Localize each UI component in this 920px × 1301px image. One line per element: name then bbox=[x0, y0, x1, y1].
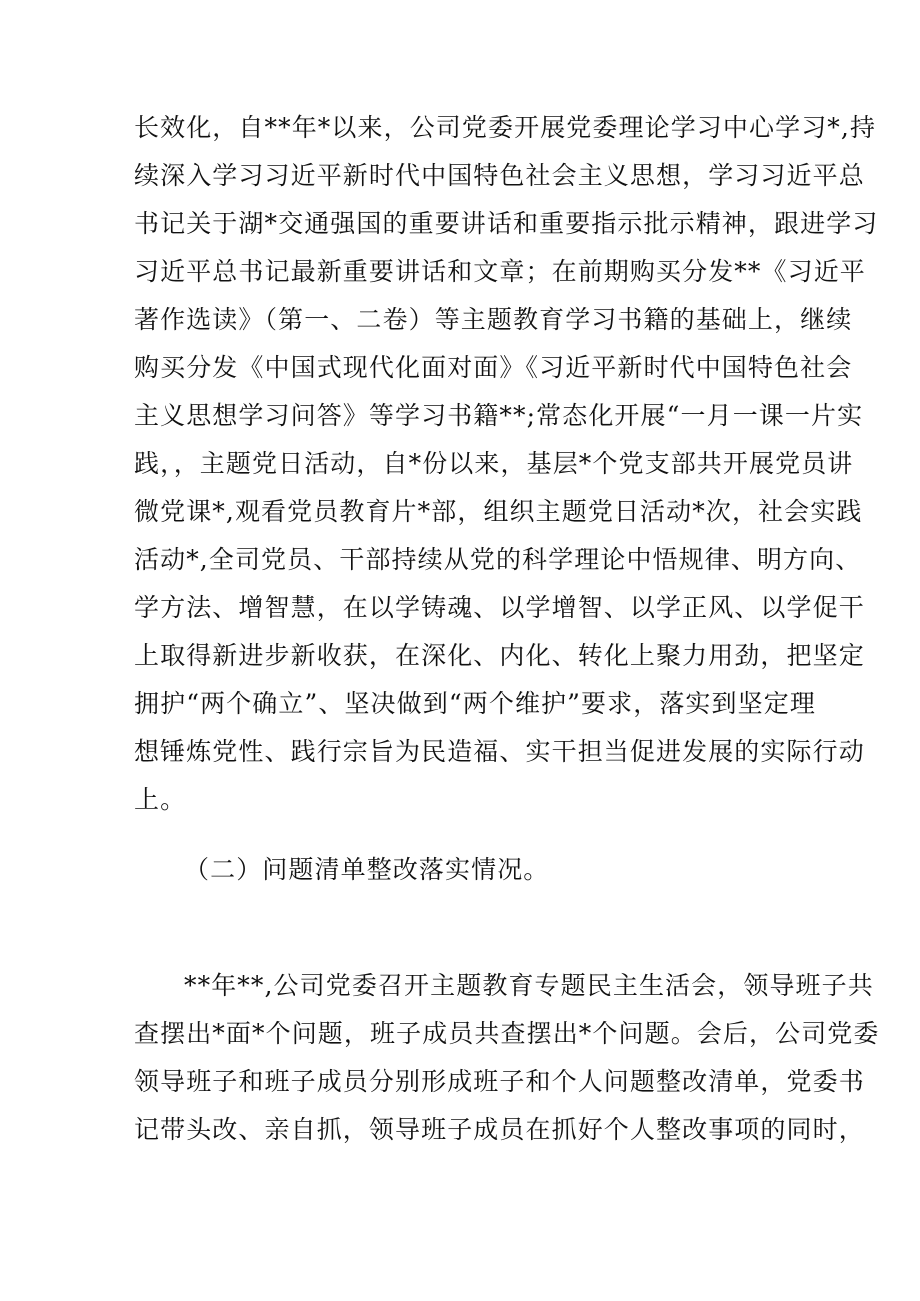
paragraph-line: 长效化，自**年*以来，公司党委开展党委理论学习中心学习*,持 bbox=[134, 113, 877, 142]
paragraph-line: 购买分发《中国式现代化面对面》《习近平新时代中国特色社会 bbox=[134, 353, 853, 382]
paragraph-line: 想锤炼党性、践行宗旨为民造福、实干担当促进发展的实际行动 bbox=[134, 737, 865, 766]
paragraph-line: 领导班子和班子成员分别形成班子和个人问题整改清单，党委书 bbox=[134, 1067, 865, 1096]
paragraph-line: 学方法、增智慧，在以学铸魂、以学增智、以学正风、以学促干 bbox=[134, 593, 865, 622]
paragraph-line: 记带头改、亲自抓，领导班子成员在抓好个人整改事项的同时， bbox=[134, 1115, 865, 1144]
paragraph-line: 续深入学习习近平新时代中国特色社会主义思想，学习习近平总 bbox=[134, 161, 865, 190]
paragraph-line: 查摆出*面*个问题，班子成员共查摆出*个问题。会后，公司党委 bbox=[134, 1019, 880, 1048]
paragraph-line: **年**,公司党委召开主题教育专题民主生活会，领导班子共 bbox=[184, 971, 874, 1000]
paragraph-line: 习近平总书记最新重要讲话和文章；在前期购买分发**《习近平 bbox=[134, 257, 866, 286]
paragraph-line: 践，，主题党日活动，自*份以来，基层*个党支部共开展党员讲 bbox=[134, 449, 854, 478]
section-heading: （二）问题清单整改落实情况。 bbox=[184, 855, 550, 884]
paragraph-line: 拥护“两个确立”、坚决做到“两个维护”要求，落实到坚定理 bbox=[134, 689, 816, 718]
paragraph-line: 著作选读》（第一、二卷）等主题教育学习书籍的基础上，继续 bbox=[134, 305, 853, 334]
paragraph-line: 书记关于湖*交通强国的重要讲话和重要指示批示精神，跟进学习 bbox=[134, 209, 879, 238]
paragraph-line: 主义思想学习问答》等学习书籍**;常态化开展“一月一课一片实 bbox=[134, 401, 864, 430]
paragraph-line: 上。 bbox=[134, 785, 187, 814]
paragraph-line: 微党课*,观看党员教育片*部，组织主题党日活动*次，社会实践 bbox=[134, 497, 863, 526]
paragraph-line: 活动*,全司党员、干部持续从党的科学理论中悟规律、明方向、 bbox=[134, 545, 862, 574]
paragraph-line: 上取得新进步新收获，在深化、内化、转化上聚力用劲，把坚定 bbox=[134, 641, 865, 670]
